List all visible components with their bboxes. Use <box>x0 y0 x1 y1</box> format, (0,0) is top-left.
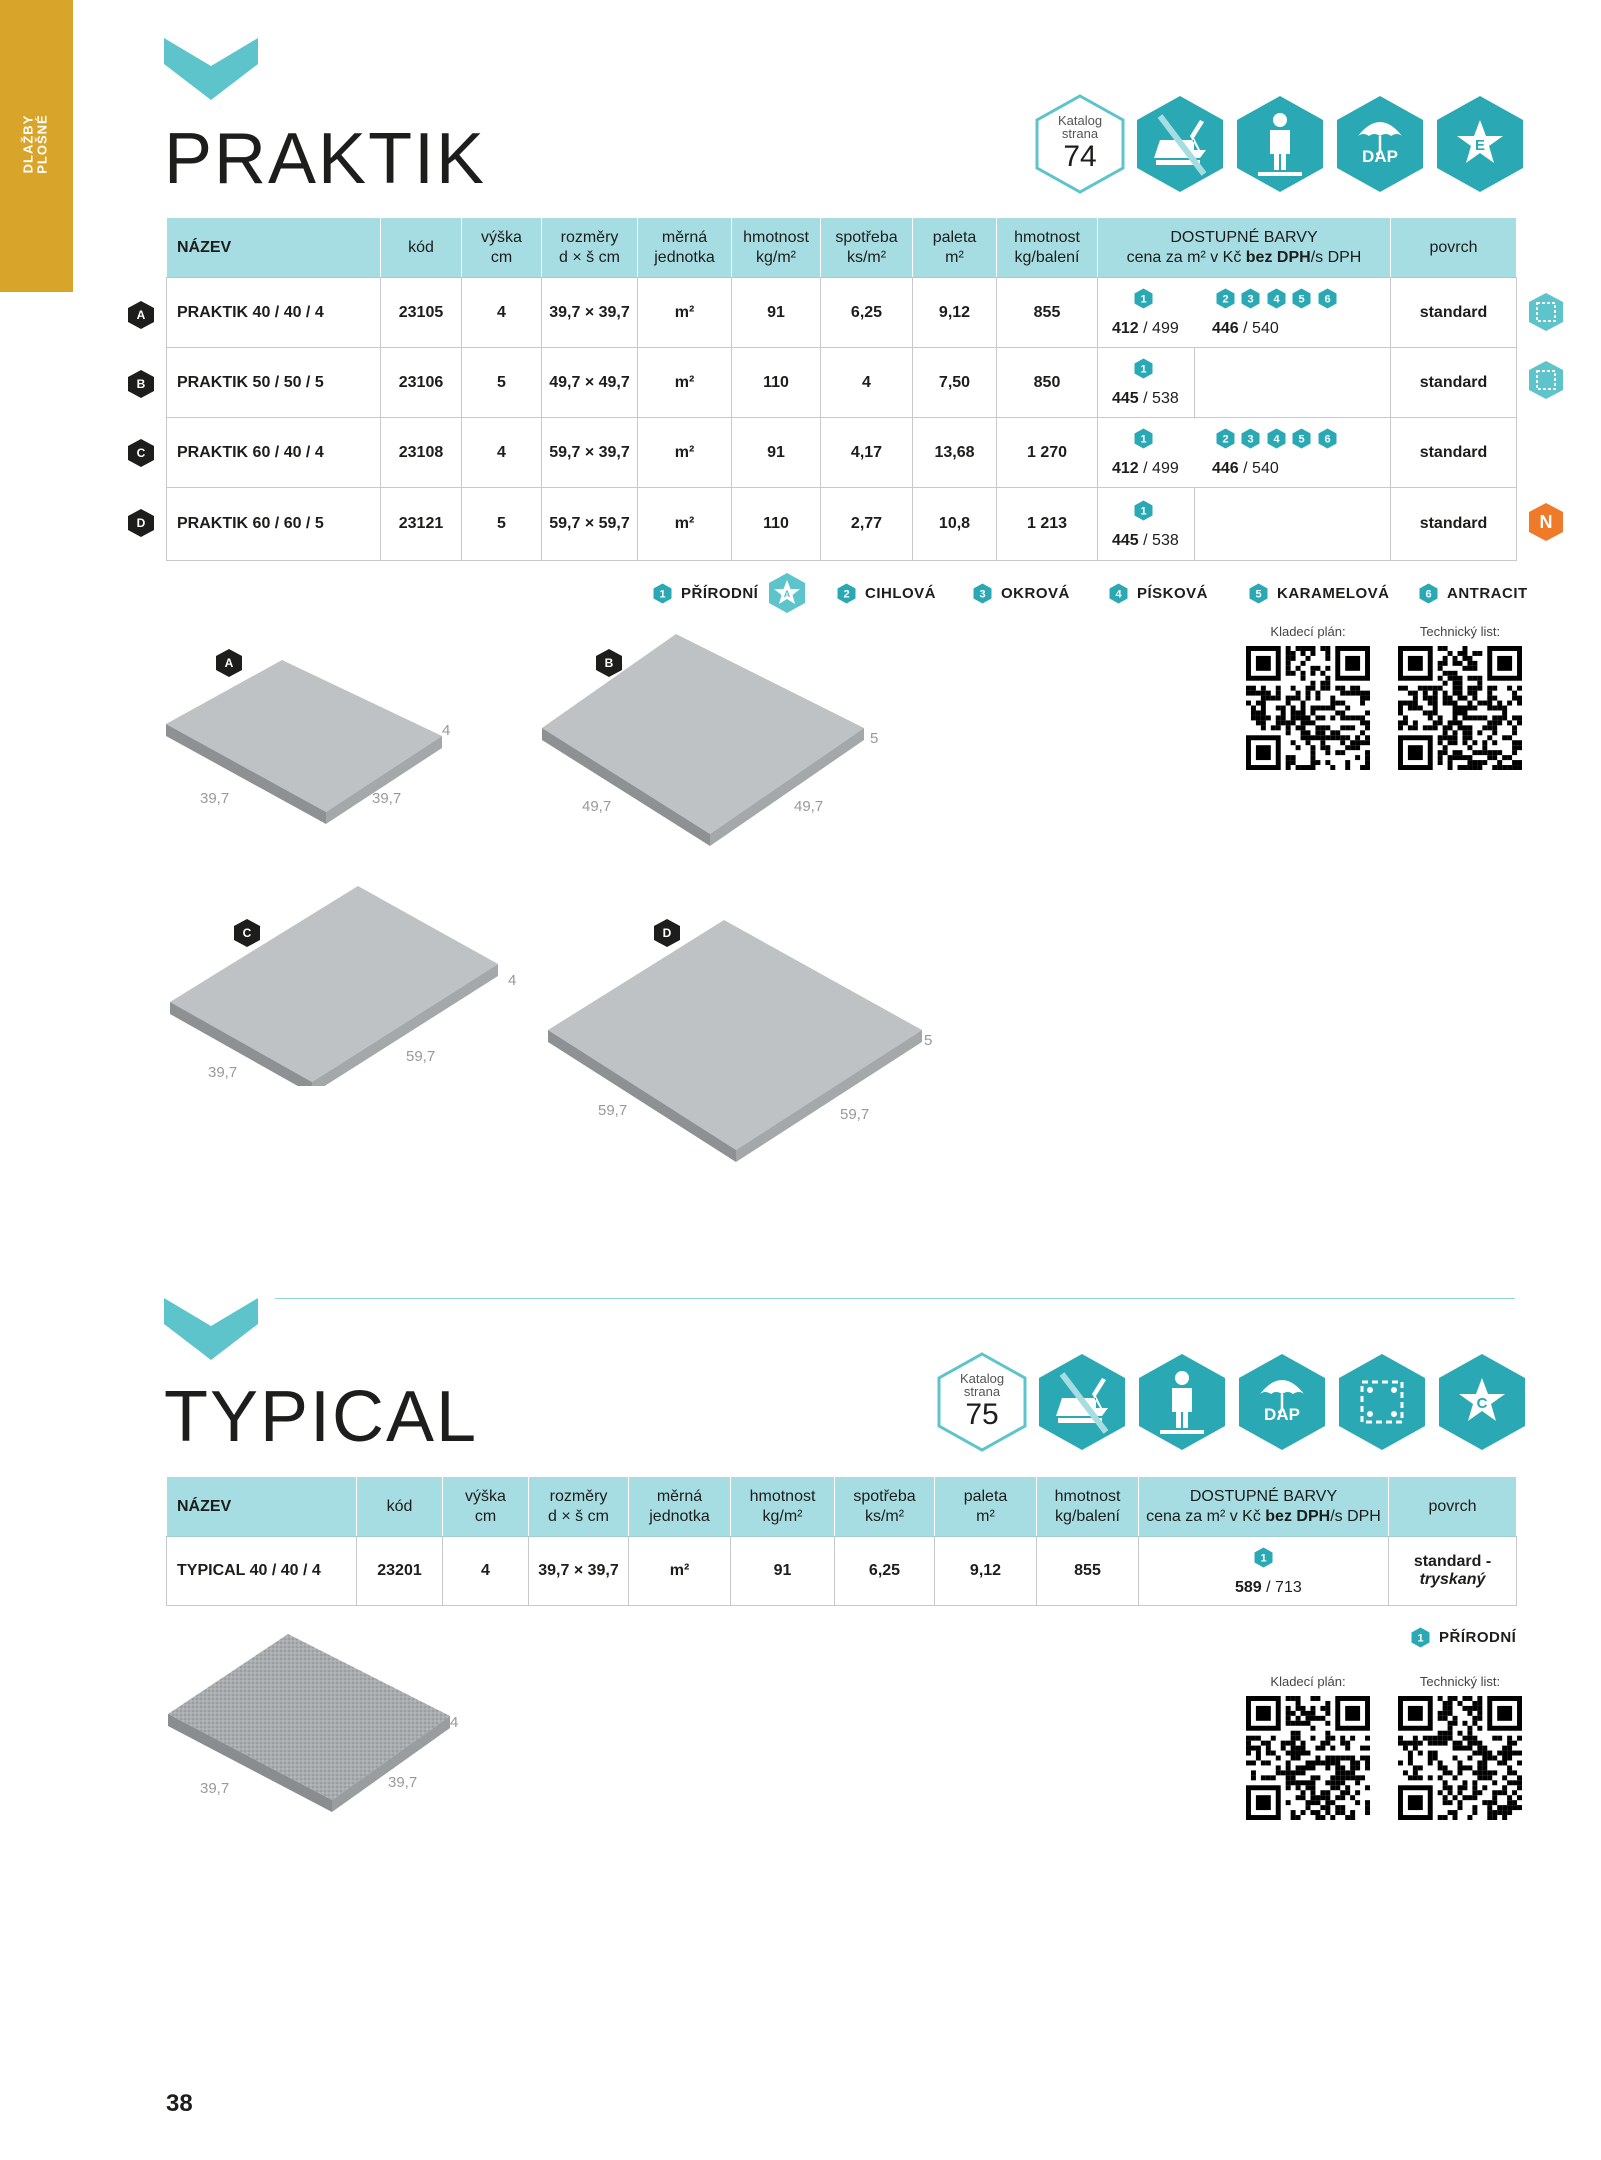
svg-text:2: 2 <box>1222 433 1229 446</box>
color-dot-group <box>1215 288 1338 309</box>
row-surface: standard - tryskaný <box>1389 1537 1517 1606</box>
pedestrian-icon <box>1228 92 1332 196</box>
color-dot-2 <box>836 583 857 604</box>
col-header-height: výška cm <box>443 1477 529 1537</box>
row-colors-prices <box>1098 418 1391 488</box>
row-weight-pack: 850 <box>997 348 1098 418</box>
col-header-colors: DOSTUPNÉ BARVY cena za m² v Kč bez DPH/s DPH <box>1098 218 1391 278</box>
svg-text:1: 1 <box>1417 1632 1424 1644</box>
svg-text:3: 3 <box>979 588 986 600</box>
svg-text:4: 4 <box>1273 293 1280 306</box>
svg-text:1: 1 <box>1140 433 1147 446</box>
row-marker-c: C <box>126 438 156 468</box>
pedestrian-icon <box>1130 1350 1234 1454</box>
row-weight-m2: 91 <box>731 1537 835 1606</box>
row-unit: m² <box>638 348 732 418</box>
color-dot-2 <box>1215 288 1236 309</box>
laying-pattern-icon <box>1526 292 1566 332</box>
color-dot-4 <box>1266 428 1287 449</box>
dap-label: DAP <box>1362 147 1398 166</box>
col-header-code: kód <box>357 1477 443 1537</box>
row-name: PRAKTIK 50 / 50 / 5 <box>167 348 381 418</box>
col-header-name: NÁZEV <box>167 1477 357 1537</box>
col-header-dims: rozměry d × š cm <box>542 218 638 278</box>
row-weight-pack: 1 213 <box>997 488 1098 561</box>
svg-text:1: 1 <box>1140 505 1147 518</box>
legend-item-1: 1 PŘÍRODNÍ <box>1410 1624 1516 1650</box>
tech-sheet-qr-code[interactable] <box>1398 646 1522 770</box>
color-dot-3 <box>1240 288 1261 309</box>
col-header-colors: DOSTUPNÉ BARVY cena za m² v Kč bez DPH/s DPH <box>1139 1477 1389 1537</box>
typical-title: TYPICAL <box>164 1377 479 1457</box>
svg-text:5: 5 <box>1255 588 1262 600</box>
col-header-surface: povrch <box>1391 218 1517 278</box>
page-number: 38 <box>166 2090 193 2117</box>
catalog-page-badge[interactable]: Katalog strana 75 <box>930 1350 1034 1454</box>
svg-text:6: 6 <box>1324 433 1331 446</box>
row-marker-d: D <box>126 508 156 538</box>
color-dot-group <box>1133 358 1154 379</box>
chevron-logo-icon <box>164 38 258 100</box>
color-dot-6 <box>1317 288 1338 309</box>
star-class-letter: C <box>1476 1395 1488 1412</box>
svg-text:5: 5 <box>1298 433 1305 446</box>
price-colored: 446 / 540 <box>1212 320 1279 337</box>
col-header-dims: rozměry d × š cm <box>529 1477 629 1537</box>
slab-marker-a: A <box>214 648 244 678</box>
color-dot-group <box>1133 288 1154 309</box>
dap-label: DAP <box>1264 1405 1300 1424</box>
row-height: 4 <box>462 418 542 488</box>
row-weight-m2: 91 <box>732 278 821 348</box>
col-header-unit: měrná jednotka <box>638 218 732 278</box>
color-dot-1 <box>1133 288 1154 309</box>
svg-text:1: 1 <box>659 588 666 600</box>
row-dims: 59,7 × 59,7 <box>542 488 638 561</box>
row-pallet: 13,68 <box>913 418 997 488</box>
row-unit: m² <box>629 1537 731 1606</box>
row-marker-b: B <box>126 369 156 399</box>
color-dot-6 <box>1418 583 1439 604</box>
svg-text:A: A <box>784 589 791 599</box>
row-consumption: 4,17 <box>821 418 913 488</box>
svg-text:2: 2 <box>843 588 850 600</box>
price-natural: 412 / 499 <box>1112 320 1179 337</box>
color-dot-6 <box>1317 428 1338 449</box>
legend-item-5: 5 KARAMELOVÁ <box>1248 580 1390 606</box>
color-dot-1 <box>1133 500 1154 521</box>
laying-pattern-icon <box>1330 1350 1434 1454</box>
col-header-pallet: paleta m² <box>935 1477 1037 1537</box>
svg-text:1: 1 <box>1140 293 1147 306</box>
laying-plan-label: Kladecí plán: <box>1270 1674 1346 1689</box>
row-unit: m² <box>638 278 732 348</box>
praktik-title: PRAKTIK <box>164 119 487 199</box>
svg-text:3: 3 <box>1247 433 1255 446</box>
svg-text:1: 1 <box>1140 363 1147 376</box>
color-dot-5 <box>1291 428 1312 449</box>
row-weight-pack: 855 <box>997 278 1098 348</box>
color-dot-group <box>1133 500 1154 521</box>
color-dot-4 <box>1266 288 1287 309</box>
color-dot-1 <box>652 583 673 604</box>
row-name: TYPICAL 40 / 40 / 4 <box>167 1537 357 1606</box>
row-weight-pack: 1 270 <box>997 418 1098 488</box>
laying-plan-label: Kladecí plán: <box>1270 624 1346 639</box>
catalog-page-number: 75 <box>965 1398 999 1431</box>
col-header-pallet: paleta m² <box>913 218 997 278</box>
row-unit: m² <box>638 418 732 488</box>
color-dot-group <box>1215 428 1338 449</box>
row-colors-prices <box>1139 1537 1389 1606</box>
svg-text:4: 4 <box>1273 433 1280 446</box>
col-header-weight-pack: hmotnost kg/balení <box>1037 1477 1139 1537</box>
legend-item-1: 1 PŘÍRODNÍ A <box>652 580 808 606</box>
row-height: 5 <box>462 348 542 418</box>
new-badge-icon: N <box>1526 502 1566 542</box>
legend-item-2: 2 CIHLOVÁ <box>836 580 936 606</box>
svg-text:6: 6 <box>1324 293 1331 306</box>
row-weight-pack: 855 <box>1037 1537 1139 1606</box>
svg-text:3: 3 <box>1247 293 1255 306</box>
row-code: 23105 <box>381 278 462 348</box>
col-header-consumption: spotřeba ks/m² <box>835 1477 935 1537</box>
color-dot-group <box>1133 428 1154 449</box>
row-name: PRAKTIK 60 / 40 / 4 <box>167 418 381 488</box>
col-header-unit: měrná jednotka <box>629 1477 731 1537</box>
slab-illustration-a: 39,7 39,7 4 <box>160 640 460 860</box>
col-header-surface: povrch <box>1389 1477 1517 1537</box>
praktik-spec-table <box>166 217 1517 561</box>
row-consumption: 6,25 <box>835 1537 935 1606</box>
svg-text:1: 1 <box>1260 1552 1267 1565</box>
slab-illustration-d: 59,7 59,7 5 <box>544 920 944 1170</box>
svg-text:6: 6 <box>1425 588 1432 600</box>
row-surface: standard <box>1391 278 1517 348</box>
row-height: 4 <box>462 278 542 348</box>
col-header-weight-m2: hmotnost kg/m² <box>731 1477 835 1537</box>
chevron-logo-icon <box>164 1298 258 1360</box>
slab-marker-b: B <box>594 648 624 678</box>
col-header-consumption: spotřeba ks/m² <box>821 218 913 278</box>
row-dims: 59,7 × 39,7 <box>542 418 638 488</box>
catalog-page-number: 74 <box>1063 140 1097 173</box>
slab-illustration-typical: 39,7 39,7 4 <box>164 1630 474 1850</box>
svg-text:5: 5 <box>1298 293 1305 306</box>
row-pallet: 7,50 <box>913 348 997 418</box>
table-row <box>167 278 1517 348</box>
row-name: PRAKTIK 60 / 60 / 5 <box>167 488 381 561</box>
row-colors-prices <box>1098 278 1391 348</box>
tech-sheet-label: Technický list: <box>1419 624 1501 639</box>
legend-item-3: 3 OKROVÁ <box>972 580 1070 606</box>
svg-text:4: 4 <box>1115 588 1122 600</box>
row-consumption: 4 <box>821 348 913 418</box>
table-row <box>167 1537 1517 1606</box>
row-height: 5 <box>462 488 542 561</box>
section-tab <box>0 0 73 292</box>
row-pallet: 9,12 <box>935 1537 1037 1606</box>
price-colored: 446 / 540 <box>1212 460 1279 477</box>
row-colors-prices <box>1098 348 1391 418</box>
col-header-height: výška cm <box>462 218 542 278</box>
table-row <box>167 348 1517 418</box>
tech-sheet-qr-code[interactable] <box>1398 1696 1522 1820</box>
row-name: PRAKTIK 40 / 40 / 4 <box>167 278 381 348</box>
slab-marker-c: C <box>232 918 262 948</box>
row-code: 23108 <box>381 418 462 488</box>
row-dims: 49,7 × 49,7 <box>542 348 638 418</box>
row-height: 4 <box>443 1537 529 1606</box>
row-weight-m2: 110 <box>732 488 821 561</box>
row-weight-m2: 91 <box>732 418 821 488</box>
row-unit: m² <box>638 488 732 561</box>
row-marker-a: A <box>126 300 156 330</box>
slab-marker-d: D <box>652 918 682 948</box>
color-dot-group <box>1253 1547 1274 1568</box>
col-header-code: kód <box>381 218 462 278</box>
color-dot-1 <box>1133 428 1154 449</box>
row-pallet: 9,12 <box>913 278 997 348</box>
price-natural: 589 / 713 <box>1235 1579 1302 1596</box>
typical-spec-table <box>166 1476 1517 1606</box>
color-dot-2 <box>1215 428 1236 449</box>
section-divider <box>275 1298 1515 1299</box>
col-header-weight-pack: hmotnost kg/balení <box>997 218 1098 278</box>
row-pallet: 10,8 <box>913 488 997 561</box>
laying-plan-qr-code[interactable] <box>1246 1696 1370 1820</box>
legend-item-4: 4 PÍSKOVÁ <box>1108 580 1208 606</box>
table-row <box>167 418 1517 488</box>
row-code: 23121 <box>381 488 462 561</box>
table-row <box>167 488 1517 561</box>
color-dot-5 <box>1291 288 1312 309</box>
umbrella-dap-icon <box>1230 1350 1334 1454</box>
color-dot-3 <box>972 583 993 604</box>
slab-illustration-c: 39,7 59,7 4 <box>164 886 524 1106</box>
section-tab-label: DLAŽBY PLOŠNÉ <box>21 114 50 174</box>
color-dot-1 <box>1133 358 1154 379</box>
color-dot-1 <box>1253 1547 1274 1568</box>
row-dims: 39,7 × 39,7 <box>542 278 638 348</box>
row-surface: standard <box>1391 348 1517 418</box>
price-natural: 445 / 538 <box>1112 390 1179 407</box>
catalog-page-badge[interactable]: Katalog strana 74 <box>1028 92 1132 196</box>
color-dot-3 <box>1240 428 1261 449</box>
star-class-letter: E <box>1474 137 1486 154</box>
vibration-plate-crossed-icon <box>1128 92 1232 196</box>
star-class-icon <box>1428 92 1532 196</box>
col-header-name: NÁZEV <box>167 218 381 278</box>
umbrella-dap-icon <box>1328 92 1432 196</box>
vibration-plate-crossed-icon <box>1030 1350 1134 1454</box>
price-natural: 445 / 538 <box>1112 532 1179 549</box>
row-surface: standard <box>1391 488 1517 561</box>
row-surface: standard <box>1391 418 1517 488</box>
star-class-a-icon <box>766 572 808 614</box>
color-dot-1 <box>1410 1627 1431 1648</box>
star-class-icon <box>1430 1350 1534 1454</box>
row-weight-m2: 110 <box>732 348 821 418</box>
laying-plan-qr-code[interactable] <box>1246 646 1370 770</box>
color-dot-5 <box>1248 583 1269 604</box>
price-natural: 412 / 499 <box>1112 460 1179 477</box>
row-code: 23201 <box>357 1537 443 1606</box>
color-dot-4 <box>1108 583 1129 604</box>
row-consumption: 6,25 <box>821 278 913 348</box>
legend-item-6: 6 ANTRACIT <box>1418 580 1528 606</box>
laying-pattern-icon <box>1526 360 1566 400</box>
row-code: 23106 <box>381 348 462 418</box>
row-consumption: 2,77 <box>821 488 913 561</box>
tech-sheet-label: Technický list: <box>1419 1674 1501 1689</box>
row-colors-prices <box>1098 488 1391 561</box>
row-dims: 39,7 × 39,7 <box>529 1537 629 1606</box>
slab-illustration-b: 49,7 49,7 5 <box>540 634 880 864</box>
svg-text:2: 2 <box>1222 293 1229 306</box>
col-header-weight-m2: hmotnost kg/m² <box>732 218 821 278</box>
